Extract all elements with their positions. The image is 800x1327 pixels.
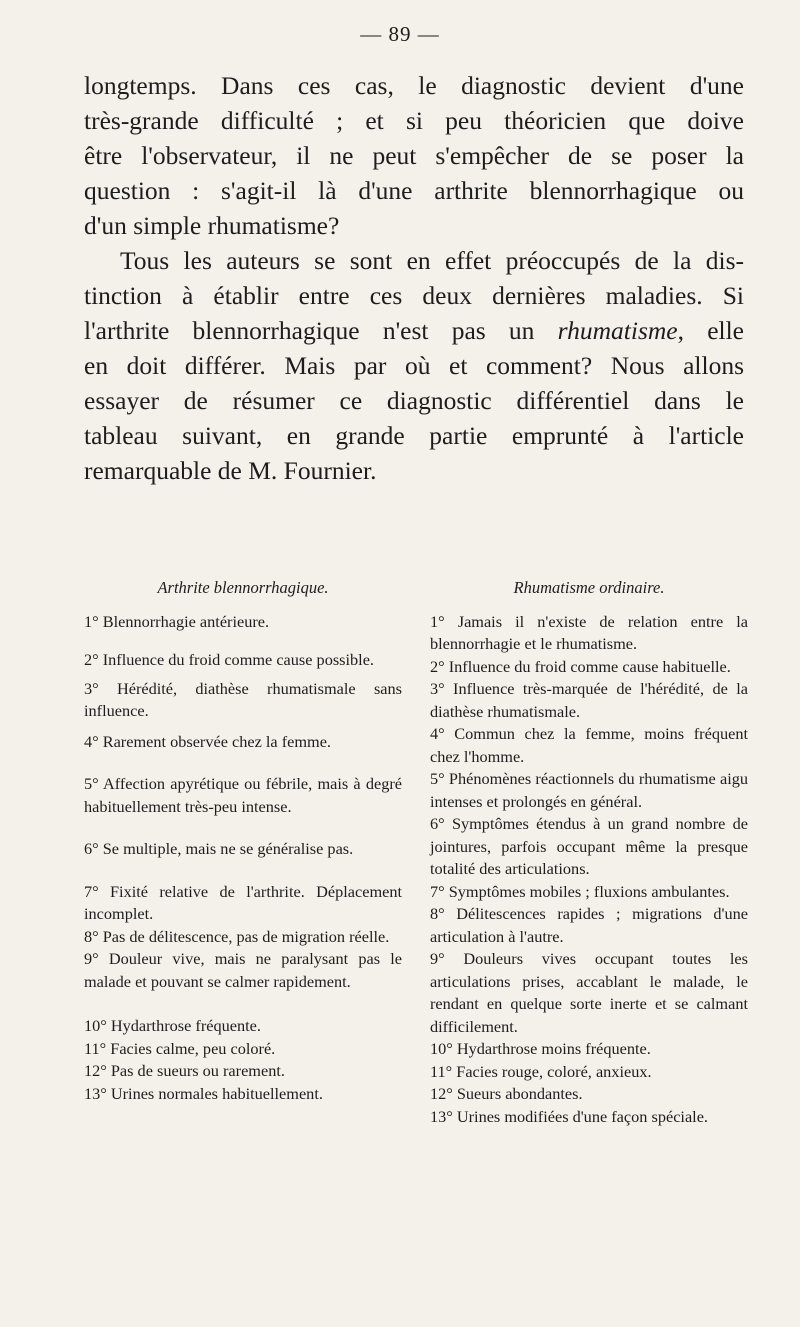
list-item: 4° Rarement observée chez la femme.: [84, 731, 331, 751]
comparison-table: [84, 577, 748, 1128]
list-item: 12° Sueurs abondantes.: [430, 1084, 583, 1103]
list-item: 3° Hérédité, diathèse rhumatismale sans influence.: [84, 678, 402, 720]
list-item: 8° Délitescences rapides ; migrations d'une articulation à l'autre.: [430, 904, 748, 946]
text-line: d'un simple rhumatisme?: [84, 211, 340, 240]
list-item: 5° Affection apyrétique ou fébrile, mais à degré habituellement très-peu intense.: [84, 774, 402, 816]
text-line: l'arthrite blennorrhagique n'est pas un rhumatisme, elle: [84, 316, 745, 345]
text-line: en doit différer. Mais par où et comment? Nous allons: [84, 351, 744, 380]
text-line: tinction à établir entre ces deux dernières maladies. Si: [84, 281, 744, 310]
list-item: 11° Facies calme, peu coloré.: [84, 1038, 276, 1058]
list-item: 1° Blennorrhagie antérieure.: [84, 611, 270, 631]
list-item: 6° Se multiple, mais ne se généralise pas.: [84, 839, 354, 858]
list-item: 10° Hydarthrose fréquente.: [84, 1016, 261, 1035]
list-item: 3° Influence très-marquée de l'hérédité, de la diathèse rhumatismale.: [430, 679, 748, 721]
text-line: Tous les auteurs se sont en effet préoccupés de la dis-: [120, 246, 744, 275]
emphasized-word: rhumatisme: [557, 316, 678, 345]
list-item: 13° Urines normales habituellement.: [84, 1083, 323, 1103]
right-column-title: Rhumatisme ordinaire.: [513, 578, 665, 597]
list-item: 9° Douleurs vives occupant toutes les articulations prises, accablant le malade, le rendant en quelque sorte inerte et se calmant difficilement.: [430, 949, 748, 1036]
list-item: 11° Facies rouge, coloré, anxieux.: [430, 1061, 652, 1081]
text-line: très-grande difficulté ; et si peu théoricien que doive: [84, 106, 744, 135]
text-line: tableau suivant, en grande partie emprunté à l'article: [84, 421, 744, 450]
list-item: 7° Fixité relative de l'arthrite. Déplacement incomplet.: [84, 881, 402, 923]
page-number: — 89 —: [360, 22, 440, 46]
list-item: 13° Urines modifiées d'une façon spéciale.: [430, 1106, 708, 1126]
text-line: essayer de résumer ce diagnostic différentiel dans le: [84, 386, 744, 415]
right-column: [430, 577, 748, 1128]
text-line: remarquable de M. Fournier.: [84, 456, 377, 485]
text-line: longtemps. Dans ces cas, le diagnostic devient d'une: [84, 71, 744, 100]
text-line: être l'observateur, il ne peut s'empêcher de se poser la: [84, 141, 744, 170]
list-item: 2° Influence du froid comme cause possible.: [84, 650, 374, 669]
list-item: 8° Pas de délitescence, pas de migration réelle.: [84, 926, 390, 946]
list-item: 12° Pas de sueurs ou rarement.: [84, 1061, 285, 1080]
left-column: [84, 577, 402, 1128]
left-column-title: Arthrite blennorrhagique.: [157, 578, 329, 597]
list-item: 5° Phénomènes réactionnels du rhumatisme aigu intenses et prolongés en général.: [430, 769, 748, 811]
list-item: 10° Hydarthrose moins fréquente.: [430, 1039, 651, 1058]
list-item: 6° Symptômes étendus à un grand nombre de jointures, parfois occupant même la presque totalité des articulations.: [430, 814, 748, 878]
list-item: 2° Influence du froid comme cause habituelle.: [430, 656, 731, 676]
body-paragraphs: [84, 68, 744, 488]
list-item: 4° Commun chez la femme, moins fréquent chez l'homme.: [430, 724, 748, 766]
paragraph: [84, 243, 744, 488]
list-item: 9° Douleur vive, mais ne paralysant pas le malade et pouvant se calmer rapidement.: [84, 949, 402, 991]
list-item: 1° Jamais il n'existe de relation entre la blennorrhagie et le rhumatisme.: [430, 611, 748, 653]
text-line: question : s'agit-il là d'une arthrite blennorrhagique ou: [84, 176, 744, 205]
list-item: 7° Symptômes mobiles ; fluxions ambulantes.: [430, 881, 730, 901]
paragraph: [84, 68, 744, 243]
